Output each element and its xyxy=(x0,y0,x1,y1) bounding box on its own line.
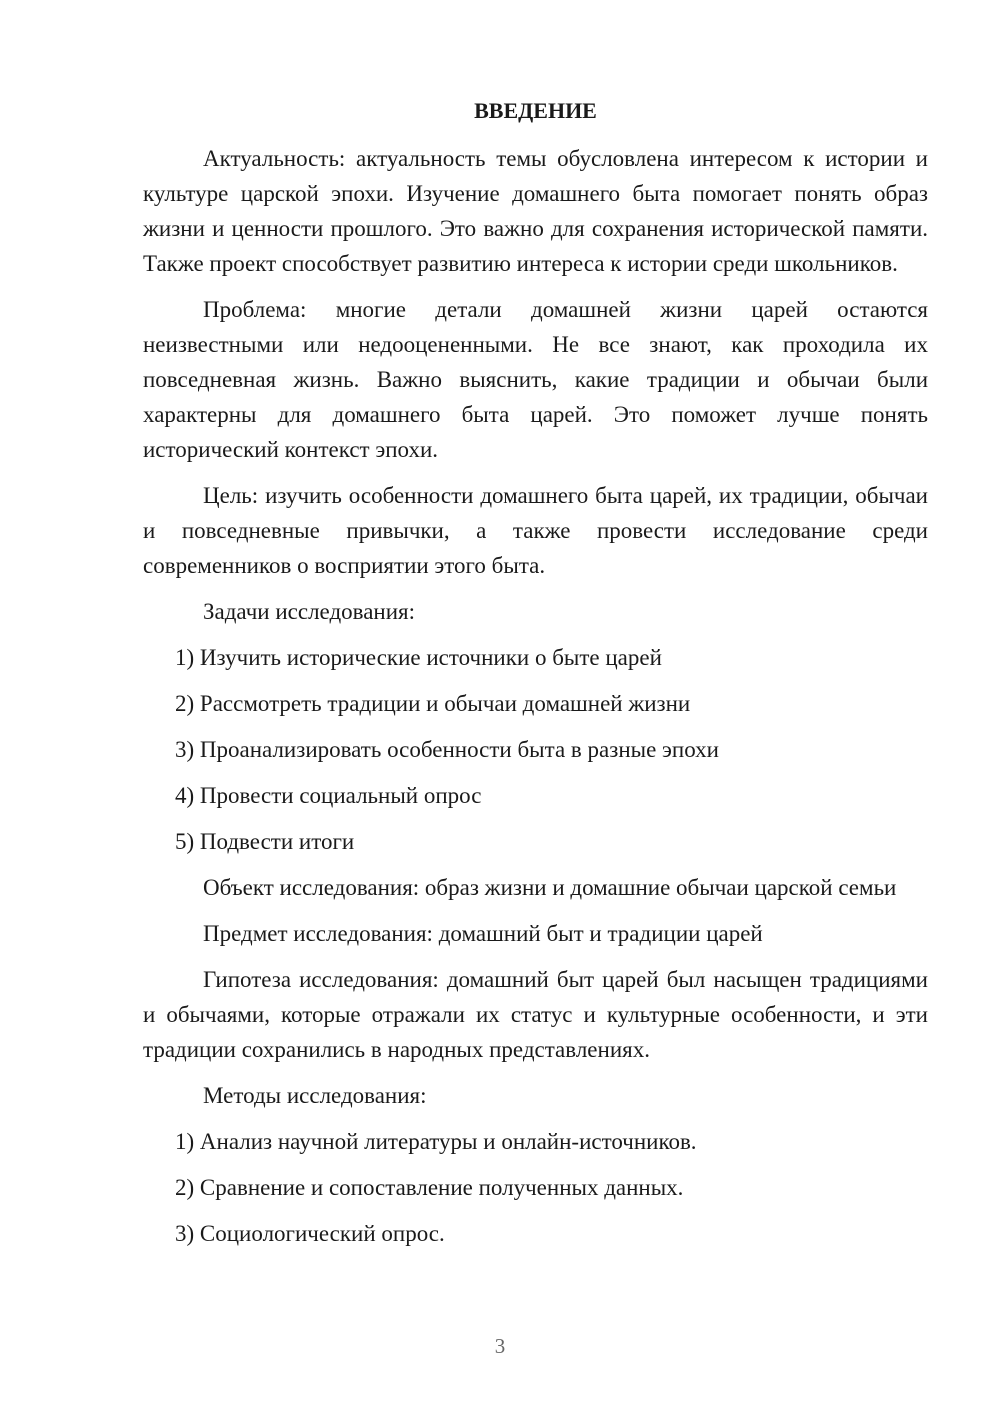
tasks-heading: Задачи исследования: xyxy=(203,599,416,624)
page-number: 3 xyxy=(494,1334,506,1358)
hypothesis-paragraph: Гипотеза исследования: домашний быт царей был насыщен традициями и обычаями, которые отражали их статус и культурные особенности, и эти традиции сохранились в народных представлениях. xyxy=(143,967,928,1062)
method-item: 3) Социологический опрос. xyxy=(175,1221,445,1246)
task-item: 3) Проанализировать особенности быта в разные эпохи xyxy=(175,737,719,762)
section-title: ВВЕДЕНИЕ xyxy=(474,98,597,123)
object-paragraph: Объект исследования: образ жизни и домашние обычаи царской семьи xyxy=(203,875,897,900)
task-item: 5) Подвести итоги xyxy=(175,829,355,854)
relevance-paragraph: Актуальность: актуальность темы обусловлена интересом к истории и культуре царской эпохи. Изучение домашнего быта помогает понять образ жизни и ценности прошлого. Это важно для сохранения исторической памяти. Также проект способствует развитию интереса к истории среди школьников. xyxy=(143,146,928,276)
method-item: 1) Анализ научной литературы и онлайн-источников. xyxy=(175,1129,697,1154)
problem-paragraph: Проблема: многие детали домашней жизни царей остаются неизвестными или недооцененными. Не все знают, как проходила их повседневная жизнь. Важно выяснить, какие традиции и обычаи были характерны для домашнего быта царей. Это поможет лучше понять исторический контекст эпохи. xyxy=(143,297,928,462)
methods-heading: Методы исследования: xyxy=(203,1083,427,1108)
method-item: 2) Сравнение и сопоставление полученных данных. xyxy=(175,1175,684,1200)
goal-paragraph: Цель: изучить особенности домашнего быта царей, их традиции, обычаи и повседневные привычки, а также провести исследование среди современников о восприятии этого быта. xyxy=(143,483,928,578)
task-item: 1) Изучить исторические источники о быте царей xyxy=(175,645,662,670)
subject-paragraph: Предмет исследования: домашний быт и традиции царей xyxy=(203,921,763,946)
task-item: 4) Провести социальный опрос xyxy=(175,783,482,808)
task-item: 2) Рассмотреть традиции и обычаи домашней жизни xyxy=(175,691,691,716)
page-content xyxy=(143,93,928,1262)
